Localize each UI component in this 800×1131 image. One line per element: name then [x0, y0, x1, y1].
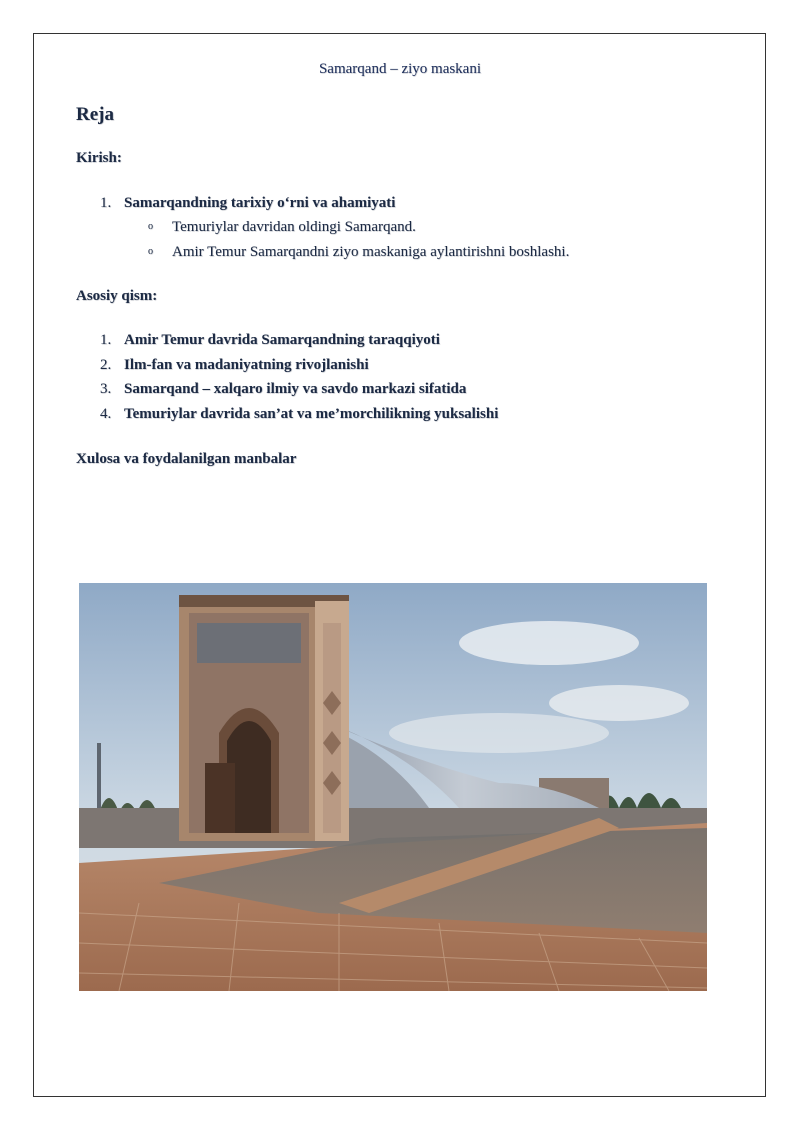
list-number: 1.	[100, 332, 112, 348]
circle-bullet-icon: o	[148, 221, 153, 232]
list-label: Ilm-fan va madaniyatning rivojlanishi	[124, 357, 369, 373]
list-item	[100, 406, 498, 423]
sub-list-item	[148, 244, 569, 261]
list-number: 1.	[100, 195, 112, 211]
plan-heading: Reja	[76, 104, 114, 125]
list-item	[100, 332, 440, 349]
list-label: Samarqandning tarixiy o‘rni va ahamiyati	[124, 195, 396, 211]
sub-list-label: Temuriylar davridan oldingi Samarqand.	[172, 219, 416, 235]
list-item	[100, 195, 395, 212]
main-heading: Asosiy qism:	[76, 288, 158, 304]
sub-list-label: Amir Temur Samarqandni ziyo maskaniga aylantirishni boshlashi.	[172, 244, 570, 260]
list-item	[100, 357, 369, 374]
list-number: 2.	[100, 357, 112, 373]
list-label: Samarqand – xalqaro ilmiy va savdo markazi sifatida	[124, 381, 467, 397]
document-title: Samarqand – ziyo maskani	[318, 61, 482, 77]
list-label: Amir Temur davrida Samarqandning taraqqiyoti	[124, 332, 440, 348]
sub-list-item	[148, 219, 416, 236]
observatory-illustration	[79, 583, 707, 991]
circle-bullet-icon: o	[148, 246, 153, 257]
observatory-photo	[79, 583, 707, 991]
intro-heading: Kirish:	[76, 150, 122, 166]
list-number: 4.	[100, 406, 112, 422]
conclusion-heading: Xulosa va foydalanilgan manbalar	[76, 451, 297, 467]
list-item	[100, 381, 466, 398]
list-number: 3.	[100, 381, 112, 397]
list-label: Temuriylar davrida san’at va me’morchilikning yuksalishi	[124, 406, 499, 422]
